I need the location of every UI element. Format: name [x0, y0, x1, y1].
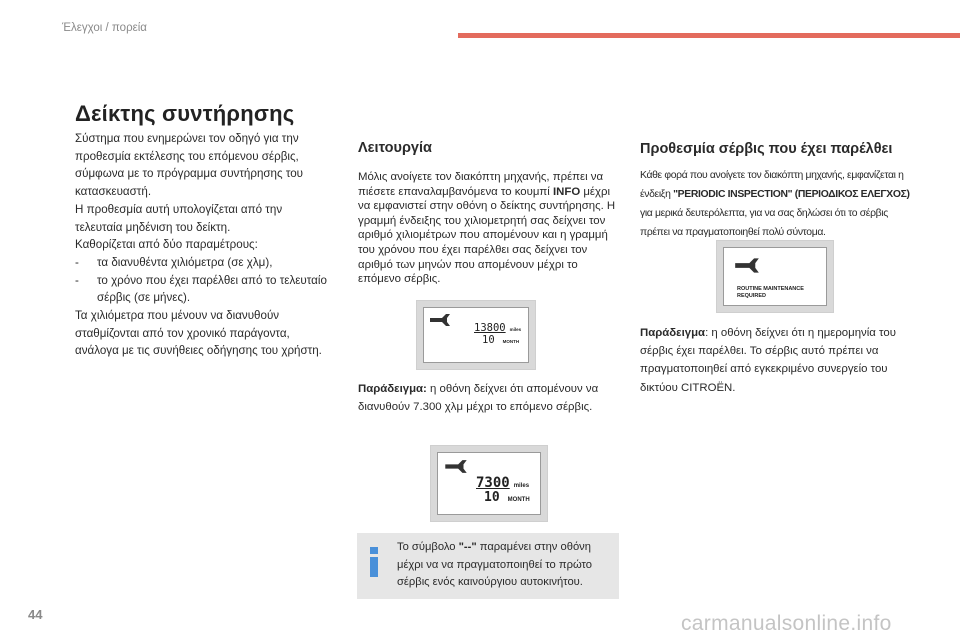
- distance-row: [476, 475, 529, 491]
- page-title: Δείκτης συντήρησης: [75, 101, 295, 126]
- page-number: 44: [28, 607, 43, 622]
- display-illustration-3: [716, 240, 834, 313]
- intro-paragraph: Σύστημα που ενημερώνει τον οδηγό για την προθεσμία εκτέλεσης του επόμενου σέρβις, σύμφωνα με το πρόγραμμα συντήρησης του κατασκευαστή.: [75, 132, 304, 199]
- operation-text-end: μέχρι να εμφανιστεί στην οθόνη ο δείκτης συντήρησης. Η γραμμή ένδειξης του χιλιομετρητή σας δείχνει τον αριθμό χιλιομέτρων που απομένουν και η γραμμή του χρόνου που έχει παρέλθει σας δείχνει τον αριθμό των μηνών που απομένουν μέχρι το επόμενο σέρβις.: [358, 185, 616, 286]
- periodic-inspection-message: "PERIODIC INSPECTION" (ΠΕΡΙΟΔΙΚΟΣ ΕΛΕΓΧΟΣ): [673, 189, 910, 200]
- info-note-text: [397, 539, 613, 592]
- months-unit: MONTH: [502, 339, 520, 344]
- header-section-title: Έλεγχοι / πορεία: [62, 22, 147, 34]
- months-value: 10: [484, 490, 500, 505]
- intro-paragraph: Τα χιλιόμετρα που μένουν να διανυθούν σταθμίζονται από τον χρονικό παράγοντα, ανάλογα με τις συνήθειες οδήγησης του χρήστη.: [75, 309, 322, 358]
- bullet-dash: -: [75, 255, 79, 269]
- wrench-icon: [444, 459, 468, 474]
- message-line-1: ROUTINE MAINTENANCE: [737, 286, 804, 292]
- display-screen: [437, 452, 541, 515]
- intro-section: [75, 130, 330, 360]
- overdue-text: [640, 166, 910, 242]
- display-illustration-2: [430, 445, 548, 522]
- bullet-item: [75, 272, 330, 307]
- intro-paragraph: Η προθεσμία αυτή υπολογίζεται από την τελευταία μηδένιση του δείκτη.: [75, 202, 283, 234]
- info-note-symbol: "--": [458, 541, 477, 553]
- bullet-text: τα διανυθέντα χιλιόμετρα (σε χλμ),: [97, 255, 273, 269]
- operation-text-start: Μόλις ανοίγετε τον διακόπτη μηχανής, πρέπει να πιέσετε επαναλαμβανόμενα το κουμπί: [358, 171, 604, 198]
- months-row: [484, 490, 530, 505]
- operation-example: [358, 380, 620, 416]
- distance-unit: miles: [509, 327, 522, 332]
- info-note-text-end: παραμένει στην οθόνη μέχρι να να πραγματοποιηθεί το πρώτο σέρβις ενός καινούργιου αυτοκινήτου.: [397, 541, 593, 589]
- example-text: : η οθόνη δείχνει ότι η ημερομηνία του σέρβις έχει παρέλθει. Το σέρβις αυτό πρέπει να πραγματοποιηθεί από εγκεκριμένο συνεργείο του δικτύου CITROËN.: [640, 327, 896, 394]
- operation-heading: Λειτουργία: [358, 140, 432, 156]
- bullet-text: το χρόνο που έχει παρέλθει από το τελευταίο σέρβις (σε μήνες).: [97, 273, 327, 305]
- distance-unit: miles: [513, 483, 530, 489]
- message-line-2: REQUIRED: [737, 293, 767, 299]
- bullet-dash: -: [75, 273, 79, 287]
- example-label: Παράδειγμα:: [358, 383, 427, 395]
- info-note-text-start: Το σύμβολο: [397, 541, 456, 553]
- example-text: η οθόνη δείχνει ότι απομένουν να διανυθούν 7.300 χλμ μέχρι το επόμενο σέρβις.: [358, 383, 599, 414]
- example-label: Παράδειγμα: [640, 327, 706, 339]
- watermark: carmanualsonline.info: [681, 612, 892, 635]
- header-accent-bar: [458, 33, 960, 38]
- bullet-item: [75, 254, 330, 272]
- info-button-name: INFO: [552, 185, 581, 198]
- intro-paragraph: Καθορίζεται από δύο παραμέτρους:: [75, 238, 258, 252]
- routine-maintenance-message: [737, 286, 804, 300]
- display-screen: [423, 307, 529, 363]
- distance-value: 7300: [476, 475, 510, 491]
- info-note-box: [357, 533, 619, 599]
- wrench-icon: [734, 257, 760, 274]
- info-icon: [368, 547, 380, 577]
- months-value: 10: [482, 334, 495, 346]
- distance-row: [474, 322, 521, 334]
- distance-value: 13800: [474, 322, 506, 334]
- wrench-icon: [429, 313, 451, 327]
- months-unit: MONTH: [507, 497, 530, 503]
- overdue-example: [640, 324, 910, 397]
- overdue-text-start: Κάθε φορά που ανοίγετε τον διακόπτη μηχανής, εμφανίζεται η ένδειξη: [640, 170, 904, 200]
- display-illustration-1: [416, 300, 536, 370]
- overdue-text-end: για μερικά δευτερόλεπτα, για να σας δηλώσει ότι το σέρβις πρέπει να πραγματοποιηθεί πολύ σύντομα.: [640, 208, 888, 238]
- display-screen: [723, 247, 827, 306]
- operation-text: [358, 170, 620, 287]
- months-row: [482, 334, 519, 346]
- overdue-heading: Προθεσμία σέρβις που έχει παρέλθει: [640, 141, 893, 157]
